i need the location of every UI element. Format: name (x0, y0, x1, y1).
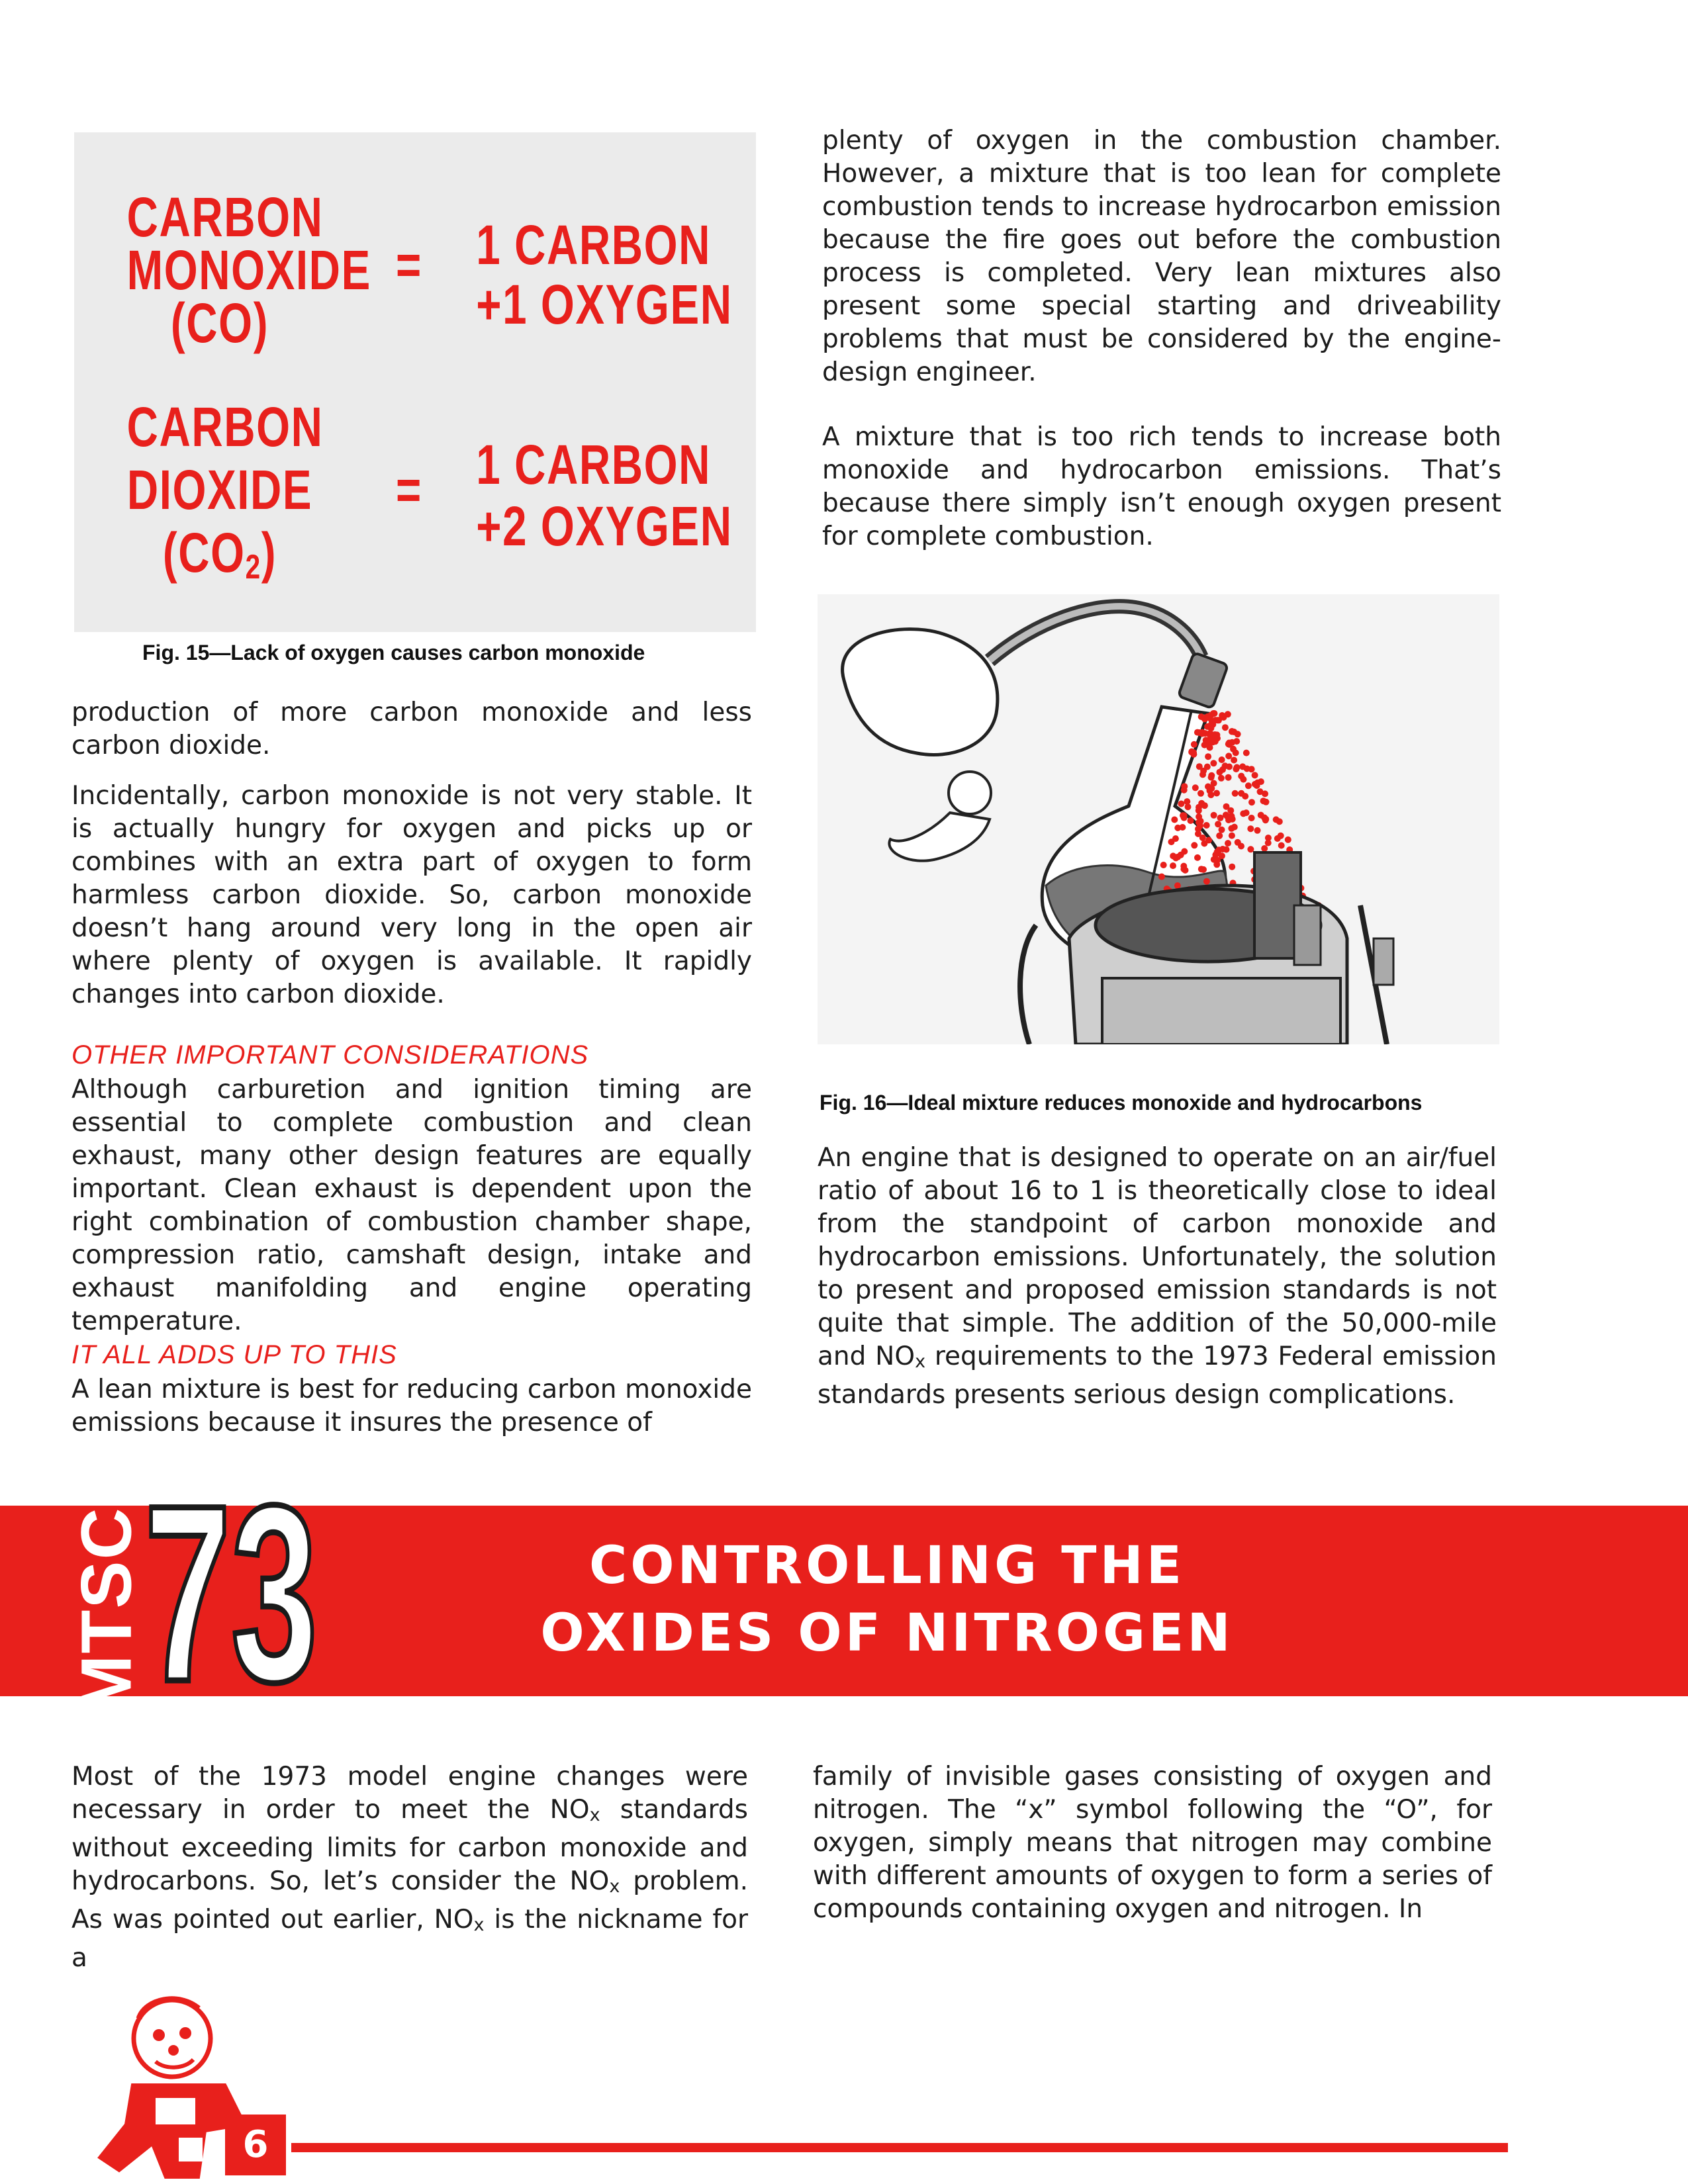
spray-dot (1218, 775, 1225, 782)
spray-dot (1211, 812, 1217, 819)
spray-dot (1170, 862, 1176, 869)
spray-dot (1213, 790, 1220, 797)
banner-title-line2: OXIDES OF NITROGEN (540, 1604, 1234, 1663)
spray-dot (1178, 801, 1184, 807)
spray-dot (1203, 822, 1210, 829)
spray-dot (1228, 825, 1235, 832)
co-name-line2: MONOXIDE (126, 239, 371, 301)
cartoon-figure-head (949, 772, 991, 814)
spray-dot (1179, 824, 1186, 831)
spray-dot (1248, 815, 1255, 821)
spray-dot (1210, 760, 1217, 766)
spray-dot (1200, 866, 1207, 873)
right-paragraph-1: plenty of oxygen in the combustion chamber. However, a mixture that is too lean for complete combustion tends to increase hydrocarbon emission because the fire goes out before the combustion process is completed. Very lean mixtures also present some special starting and driveability problems that must be considered by the engine-design engineer. (822, 126, 1501, 387)
left-paragraph-3: Although carburetion and ignition timing are essential to complete combustion and clean exhaust, many other design features are equally important. Clean exhaust is dependent upon the right combination of combustion chamber shape, compression ratio, camshaft design, intake and exhaust manifolding and engine operating temperature. (71, 1075, 752, 1336)
spray-dot (1199, 729, 1206, 736)
spray-dot (1201, 841, 1207, 847)
spray-dot (1222, 724, 1229, 731)
spray-dot (1248, 799, 1255, 805)
spray-dot (1172, 835, 1179, 842)
co2-name-line1: CARBON (126, 396, 324, 458)
spray-dot (1198, 713, 1205, 720)
mtsc73-logo (66, 1453, 357, 1734)
co-formula: (CO) (170, 292, 269, 354)
spray-dot (1215, 821, 1221, 827)
spray-dot (1219, 756, 1225, 763)
spray-dot (1181, 812, 1188, 819)
spray-dot (1205, 753, 1211, 760)
spray-dot (1191, 842, 1197, 848)
left-paragraph-2: Incidentally, carbon monoxide is not very stable. It is actually hungry for oxygen and picks up or combines with an extra part of oxygen to form harmless carbon dioxide. So, carbon monoxide doesn’t hang around very long in the open air where plenty of oxygen is available. It rapidly changes into carbon dioxide. (71, 781, 752, 1009)
fig15-panel (74, 132, 756, 632)
spray-dot (1194, 854, 1201, 861)
spray-dot (1229, 728, 1235, 735)
spray-dot (1239, 763, 1246, 770)
spray-dot (1285, 837, 1291, 843)
spray-dot (1204, 723, 1211, 730)
spray-dot (1160, 862, 1167, 868)
spray-dot (1208, 774, 1215, 781)
spray-dot (1223, 803, 1230, 810)
bottom-right-paragraph: family of invisible gases consisting of oxygen and nitrogen. The “x” symbol following the “O”, for oxygen, simply means that nitrogen may combine with different amounts of oxygen to form a series of compounds containing oxygen and nitrogen. In (813, 1762, 1492, 1924)
spray-dot (1188, 749, 1195, 756)
spray-dot (1203, 878, 1210, 885)
spray-dot (1278, 833, 1284, 839)
spray-dot (1278, 842, 1285, 849)
co-part1: 1 CARBON (476, 214, 711, 276)
spray-dot (1213, 731, 1220, 738)
co-equals: = (396, 234, 422, 296)
co2-name-line2: DIOXIDE (126, 459, 313, 521)
bottom-left-paragraph: Most of the 1973 model engine changes were necessary in order to meet the $NO_x$ standards without exceeding limits for carbon monoxide and hydrocarbons. So, let’s consider the $NO_x$ problem. As was pointed out earlier, $NO_x$ is the nickname for a (71, 1762, 749, 1973)
spray-dot (1265, 840, 1272, 846)
fig16-caption: Fig. 16—Ideal mixture reduces monoxide and hydrocarbons (820, 1091, 1423, 1115)
spray-dot (1196, 763, 1203, 770)
spray-dot (1191, 741, 1197, 748)
spray-dot (1238, 773, 1244, 780)
spray-dot (1158, 874, 1165, 880)
spray-dot (1260, 797, 1267, 804)
spray-dot (1243, 809, 1250, 816)
spray-dot (1198, 800, 1205, 807)
spray-dot (1217, 815, 1224, 821)
spray-dot (1231, 757, 1237, 764)
spray-dot (1181, 787, 1188, 794)
spray-dot (1262, 790, 1268, 797)
spray-dot (1228, 813, 1235, 819)
spray-dot (1225, 741, 1232, 747)
spray-dot (1233, 750, 1239, 756)
spray-dot (1248, 766, 1255, 772)
spray-dot (1197, 818, 1204, 825)
co-name-line1: CARBON (126, 186, 324, 248)
spray-dot (1262, 817, 1269, 823)
spray-dot (1214, 857, 1221, 864)
right-paragraph-2: A mixture that is too rich tends to increase both monoxide and hydrocarbon emissions. That’s because there simply isn’t enough oxygen present for complete combustion. (822, 422, 1501, 551)
spray-dot (1205, 784, 1211, 790)
spray-dot (1211, 780, 1217, 787)
co2-formula: $(CO_2)$ (162, 522, 277, 586)
spray-dot (1247, 825, 1254, 832)
spray-dot (1178, 852, 1184, 858)
spray-dot (1206, 741, 1213, 747)
spray-dot (1216, 769, 1223, 776)
spray-dot (1225, 752, 1232, 759)
spray-dot (1225, 840, 1231, 846)
spray-dot (1233, 766, 1239, 772)
spray-dot (1276, 818, 1283, 825)
spray-dot (1229, 864, 1235, 870)
spray-dot (1245, 782, 1252, 789)
logo-number: 73 (144, 1453, 318, 1734)
left-paragraph-1: production of more carbon monoxide and less carbon dioxide. (71, 698, 752, 760)
heading-adds-up: IT ALL ADDS UP TO THIS (71, 1340, 397, 1369)
spray-dot (1219, 827, 1225, 833)
spray-dot (1235, 731, 1241, 737)
logo-letters: MTSC (66, 1506, 146, 1715)
page-number-box: 6 (225, 2115, 286, 2175)
spray-dot (1254, 827, 1261, 834)
spray-dot (1223, 846, 1230, 853)
spray-dot (1196, 807, 1202, 814)
spray-dot (1261, 845, 1268, 852)
spray-dot (1182, 867, 1189, 874)
heading-other-considerations: OTHER IMPORTANT CONSIDERATIONS (71, 1040, 589, 1069)
spray-dot (1188, 817, 1194, 824)
spray-dot (1238, 843, 1244, 850)
spray-dot (1197, 790, 1204, 797)
left-paragraph-4: A lean mixture is best for reducing carbon monoxide emissions because it insures the presence of (71, 1375, 752, 1437)
spray-dot (1229, 833, 1235, 839)
spray-dot (1170, 852, 1176, 859)
co2-part1: 1 CARBON (476, 433, 711, 496)
spray-dot (1214, 717, 1221, 723)
spray-dot (1225, 711, 1231, 717)
co2-equals: = (396, 459, 422, 521)
spray-dot (1174, 882, 1181, 889)
spray-dot (1184, 798, 1190, 805)
spray-dot (1210, 710, 1217, 717)
spray-dot (1222, 762, 1229, 769)
spray-dot (1243, 750, 1250, 756)
co-part2: +1 OXYGEN (476, 273, 733, 336)
spray-dot (1247, 846, 1254, 852)
spray-dot (1195, 831, 1201, 837)
spray-dot (1254, 782, 1260, 789)
spray-dot (1252, 772, 1258, 778)
spray-dot (1192, 784, 1199, 791)
spray-dot (1225, 774, 1232, 781)
spray-dot (1232, 790, 1239, 797)
co2-part2: +2 OXYGEN (476, 495, 733, 557)
spray-dot (1216, 833, 1223, 839)
fig16-illustration (818, 594, 1499, 1044)
spray-dot (1238, 790, 1244, 797)
right-paragraph-3: An engine that is designed to operate on an air/fuel ratio of about 16 to 1 is theoretically close to ideal from the standpoint of carbon monoxide and hydrocarbon emissions. Unfortunately, the solution to present and proposed emission standards is not quite that simple. The addition of the 50,000-mile and $NO_x$ requirements to the 1973 Federal emission standards presents serious design complications. (818, 1143, 1497, 1410)
spray-dot (1233, 738, 1240, 745)
spray-dot (1171, 817, 1178, 823)
banner-title-line1: CONTROLLING THE (588, 1536, 1186, 1596)
fig15-caption: Fig. 15—Lack of oxygen causes carbon monoxide (142, 641, 645, 664)
footer-rule (291, 2143, 1508, 2152)
